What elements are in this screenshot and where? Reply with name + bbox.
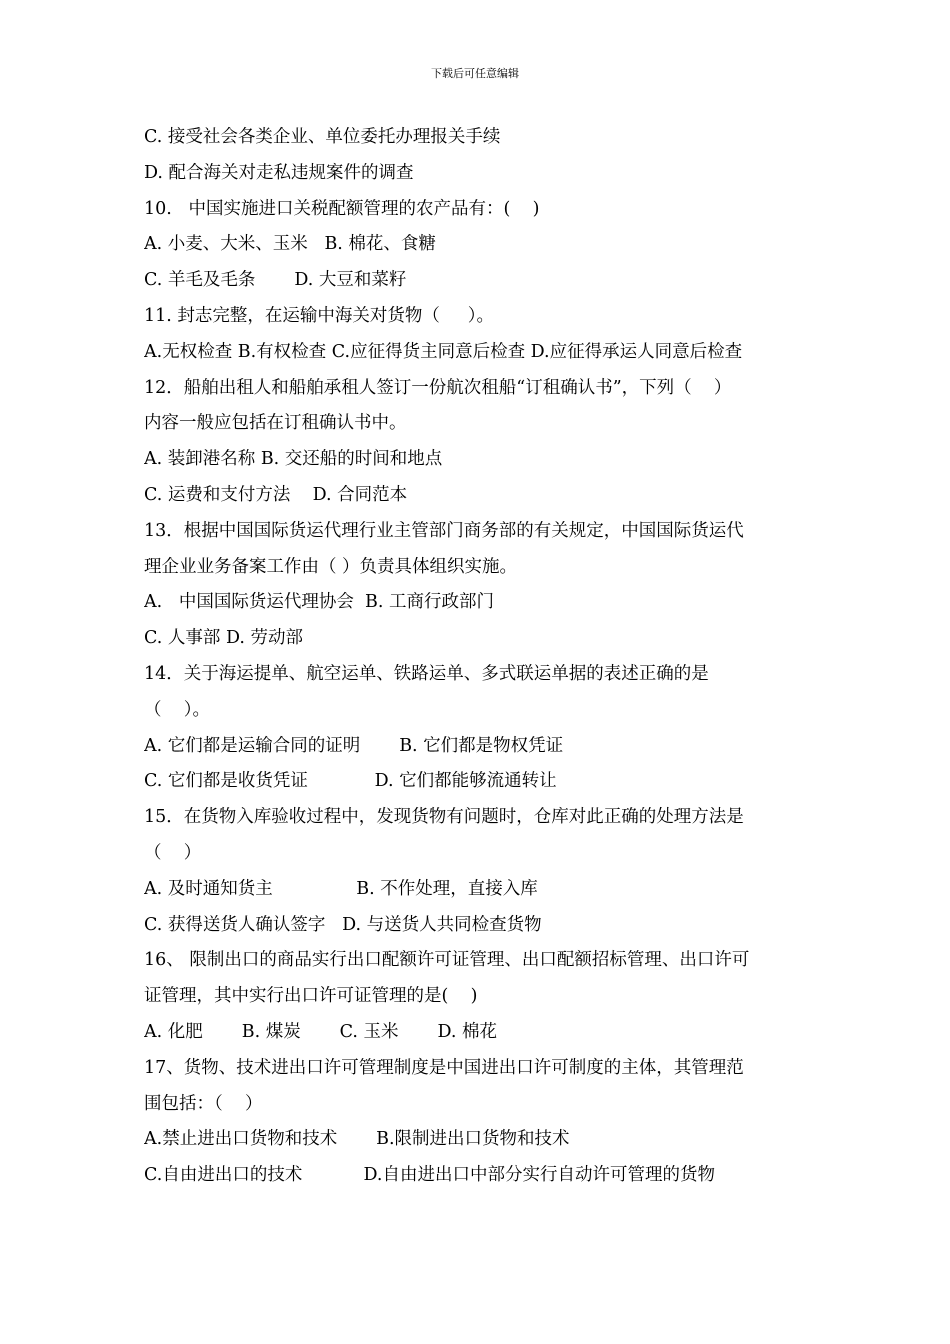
option-line: D. 配合海关对走私违规案件的调查 (144, 162, 414, 183)
question-line: 内容一般应包括在订租确认书中。 (144, 413, 407, 434)
option-line: A. 及时通知货主 B. 不作处理，直接入库 (144, 878, 538, 899)
option-line: A. 小麦、大米、玉米 B. 棉花、食糖 (144, 234, 436, 255)
page-header: 下载后可任意编辑 (431, 67, 519, 80)
option-line: C. 运费和支付方法 D. 合同范本 (144, 484, 408, 505)
option-line: C. 人事部 D. 劳动部 (144, 628, 303, 649)
question-line: 证管理，其中实行出口许可证管理的是( ) (144, 986, 478, 1007)
option-line: A. 化肥 B. 煤炭 C. 玉米 D. 棉花 (144, 1021, 497, 1042)
question-line: 12．船舶出租人和船舶承租人签订一份航次租船“订租确认书”，下列（ ） (144, 377, 732, 398)
question-line: （ ） (144, 842, 202, 863)
document-body (144, 120, 810, 1194)
question-line: 15．在货物入库验收过程中，发现货物有问题时，仓库对此正确的处理方法是 (144, 807, 744, 828)
option-line: A.无权检查 B.有权检查 C.应征得货主同意后检查 D.应征得承运人同意后检查 (144, 341, 743, 362)
option-line: C. 它们都是收货凭证 D. 它们都能够流通转让 (144, 771, 557, 792)
question-line: 10. 中国实施进口关税配额管理的农产品有：( ) (144, 198, 540, 219)
option-line: A. 中国国际货运代理协会 B. 工商行政部门 (144, 592, 494, 613)
option-line: C. 羊毛及毛条 D. 大豆和菜籽 (144, 270, 407, 291)
option-line: A. 装卸港名称 B. 交还船的时间和地点 (144, 449, 443, 470)
question-line: 13．根据中国国际货运代理行业主管部门商务部的有关规定，中国国际货运代 (144, 520, 744, 541)
question-line: 16、 限制出口的商品实行出口配额许可证管理、出口配额招标管理、出口许可 (144, 950, 750, 971)
question-line: 理企业业务备案工作由（ ）负责具体组织实施。 (144, 556, 518, 577)
option-line: C. 接受社会各类企业、单位委托办理报关手续 (144, 127, 501, 147)
option-line: C. 获得送货人确认签字 D. 与送货人共同检查货物 (144, 914, 542, 935)
question-line: 14．关于海运提单、航空运单、铁路运单、多式联运单据的表述正确的是 (144, 663, 709, 684)
question-line: （ ）。 (144, 699, 211, 720)
question-line: 围包括：（ ） (144, 1093, 263, 1114)
option-line: C.自由进出口的技术 D.自由进出口中部分实行自动许可管理的货物 (144, 1165, 715, 1186)
option-line: A.禁止进出口货物和技术 B.限制进出口货物和技术 (144, 1129, 570, 1150)
question-line: 11. 封志完整，在运输中海关对货物（ ）。 (144, 305, 494, 326)
option-line: A. 它们都是运输合同的证明 B. 它们都是物权凭证 (144, 735, 564, 756)
question-line: 17、货物、技术进出口许可管理制度是中国进出口许可制度的主体，其管理范 (144, 1057, 744, 1078)
